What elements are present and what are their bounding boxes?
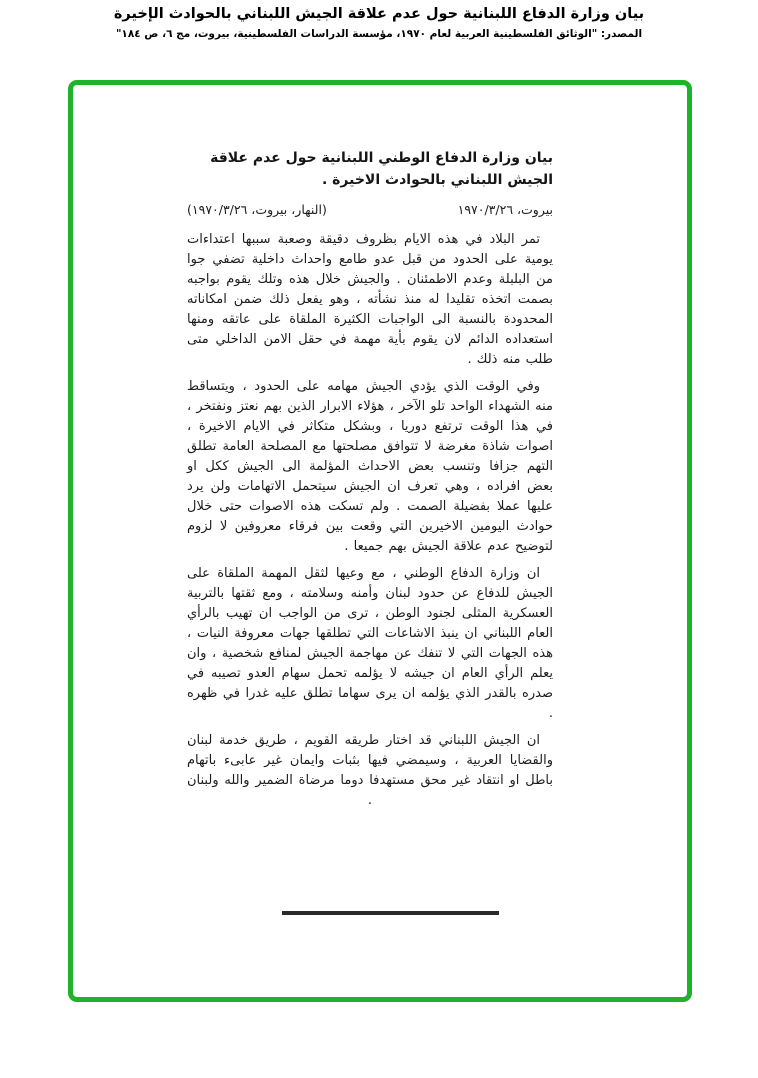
document-title: بيان وزارة الدفاع الوطني اللبنانية حول عدم علاقة الجيش اللبناني بالحوادث الاخيرة . <box>210 150 553 188</box>
end-divider <box>282 911 499 915</box>
document-frame <box>68 80 692 1002</box>
paragraph-2: وفي الوقت الذي يؤدي الجيش مهامه على الحدود ، ويتساقط منه الشهداء الواحد تلو الآخر ، هؤلاء الابرار الذين بهم نعتز ونفتخر ، في هذا الوقت ترتفع دوريا ، وبشكل متكاثر في الايام الاخيرة ، اصوات شاذة مغرضة لا تتوافق مصلحتها مع المصلحة العامة تطلق التهم جزافا وتنسب بعض الاحداث المؤلمة الى الجيش ككل او بعض افراده ، وهي تعرف ان الجيش سيتحمل الاتهامات ولن يرد عليها عملا بفضيلة الصمت . ولم تسكت هذه الاصوات حتى خلال حوادث اليومين الاخيرين التي وقعت بين فرقاء معروفين لا لزوم لتوضيح عدم علاقة الجيش بهم جميعا . <box>187 379 553 554</box>
paragraph-4: ان الجيش اللبناني قد اختار طريقه القويم ، طريق خدمة لبنان والقضايا العربية ، وسيمضي فيها بثبات وايمان غير عابىء باتهام باطل او انتقاد غير محق مستهدفا دوما مرضاة الضمير والله ولبنان . <box>187 733 553 808</box>
document-column <box>187 147 553 818</box>
page-title: بيان وزارة الدفاع اللبنانية حول عدم علاقة الجيش اللبناني بالحوادث الإخيرة <box>113 6 645 22</box>
document-body <box>187 230 553 811</box>
dateline <box>187 202 553 217</box>
paragraph-1: تمر البلاد في هذه الايام بظروف دقيقة وصعبة سببها اعتداءات يومية على الحدود من قبل عدو طامع واحداث داخلية تضفي جوا من البلبلة وعدم الاطمئنان . والجيش خلال هذه وتلك يقوم بواجبه بصمت اتخذه تقليدا له منذ نشأته ، وهو يفعل ذلك ضمن امكاناته المحدودة بالنسبة الى الواجبات الكثيرة الملقاة على عاتقه ومنها استعداده الدائم لان يقوم بأية مهمة في حقل الامن الداخلي متى طلب منه ذلك . <box>187 232 553 367</box>
page-header <box>0 6 758 40</box>
dateline-source-ref: (النهار، بيروت، ١٩٧٠/٣/٢٦) <box>187 202 327 217</box>
dateline-place-date: بيروت، ١٩٧٠/٣/٢٦ <box>457 202 553 217</box>
source-citation: المصدر: "الوثائق الفلسطينية العربية لعام ١٩٧٠، مؤسسة الدراسات الفلسطينية، بيروت، مج ٦، ص ١٨٤" <box>115 28 643 40</box>
paragraph-3: ان وزارة الدفاع الوطني ، مع وعيها لثقل المهمة الملقاة على الجيش للدفاع عن حدود لبنان وأمنه وسلامته ، ومع ثقتها بالتربية العسكرية المثلى لجنود الوطن ، ترى من الواجب ان تهيب بالرأي العام اللبناني ان ينبذ الاشاعات التي تطلقها جهات معروفة النيات ، هذه الجهات التي لا تنفك عن مهاجمة الجيش لمنافع شخصية ، وان يعلم الرأي العام ان جيشه لا يؤلمه تحمل سهام العدو تصيبه في صدره بالقدر الذي يؤلمه ان يرى سهاما تطلق عليه غدرا في ظهره . <box>187 566 553 721</box>
